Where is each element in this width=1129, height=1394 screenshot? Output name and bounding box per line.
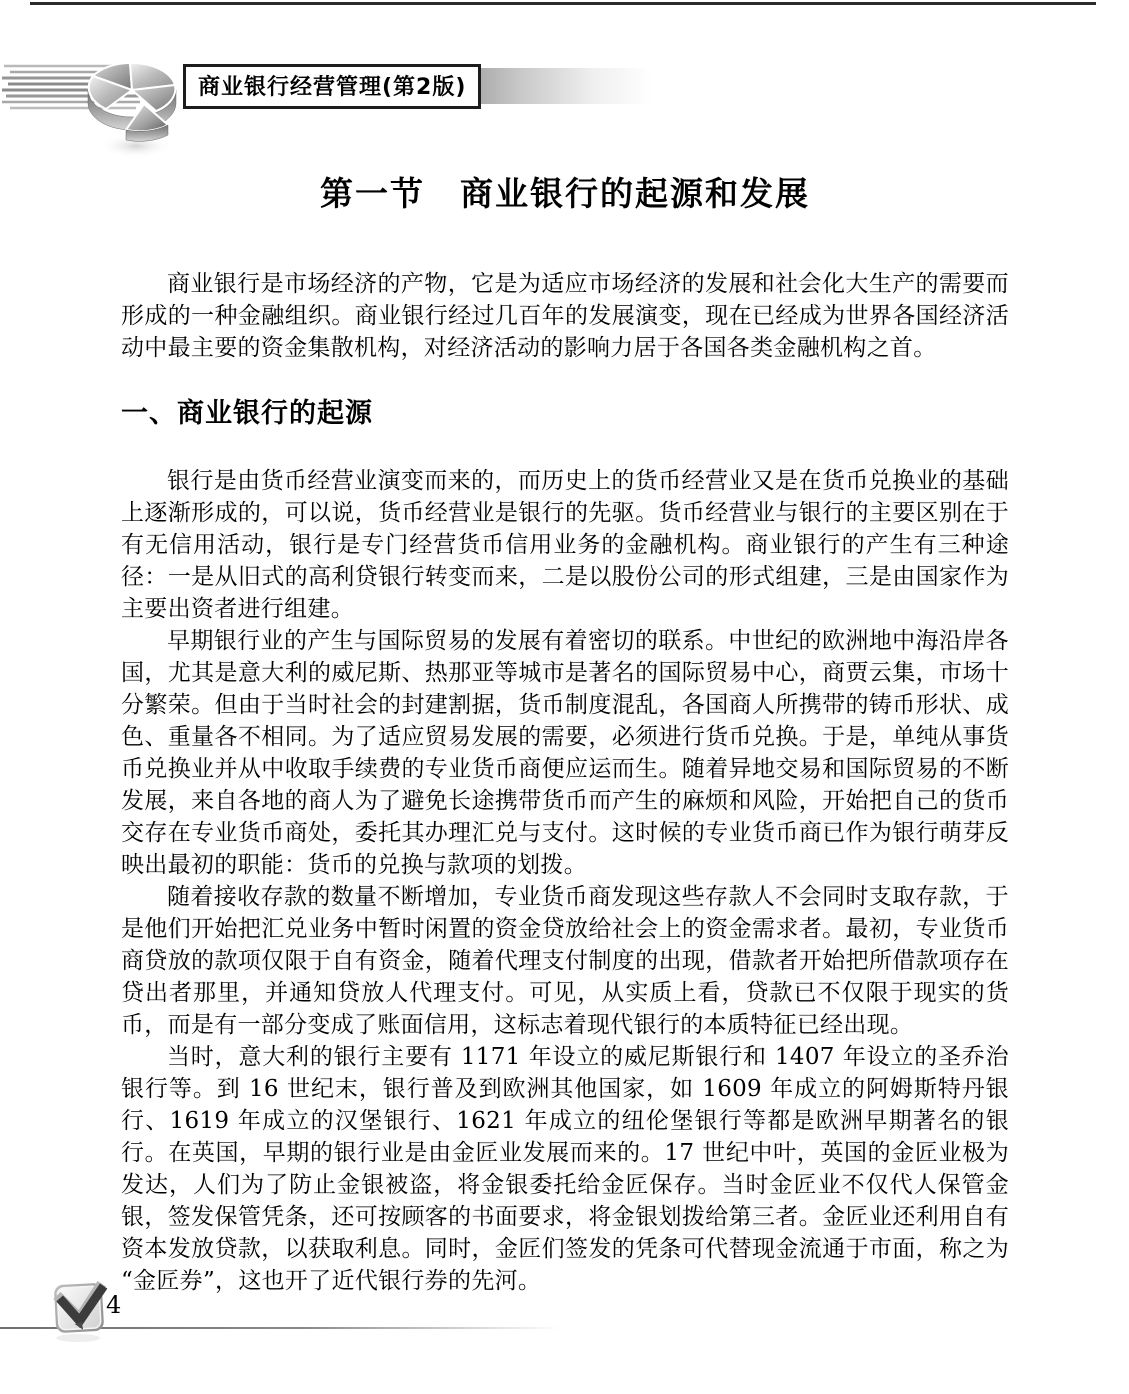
body-paragraph-2: 银行是由货币经营业演变而来的，而历史上的货币经营业又是在货币兑换业的基础上逐渐形成的，可以说，货币经营业是银行的先驱。货币经营业与银行的主要区别在于有无信用活动，银行是专门经营货币信用业务的金融机构。商业银行的产生有三种途径：一是从旧式的高利贷银行转变而来，二是以股份公司的形式组建，三是由国家作为主要出资者进行组建。 bbox=[121, 468, 1009, 622]
subsection-title: 一、商业银行的起源 bbox=[121, 398, 373, 429]
book-title-box bbox=[183, 64, 481, 109]
text-column bbox=[121, 160, 1009, 1297]
body-paragraph-3: 早期银行业的产生与国际贸易的发展有着密切的联系。中世纪的欧洲地中海沿岸各国，尤其是意大利的威尼斯、热那亚等城市是著名的国际贸易中心，商贾云集，市场十分繁荣。但由于当时社会的封建割据，货币制度混乱，各国商人所携带的铸币形状、成色、重量各不相同。为了适应贸易发展的需要，必须进行货币兑换。于是，单纯从事货币兑换业并从中收取手续费的专业货币商便应运而生。随着异地交易和国际贸易的不断发展，来自各地的商人为了避免长途携带货币而产生的麻烦和风险，开始把自己的货币交存在专业货币商处，委托其办理汇兑与支付。这时候的专业货币商已作为银行萌芽反映出最初的职能：货币的兑换与款项的划拨。 bbox=[121, 628, 1009, 878]
pie-chart-logo-icon bbox=[84, 40, 194, 162]
checkmark-icon bbox=[48, 1278, 110, 1344]
title-box-fade-decoration bbox=[452, 68, 652, 104]
page-top-border bbox=[30, 2, 1096, 5]
section-title: 第一节 商业银行的起源和发展 bbox=[320, 174, 810, 213]
body-paragraph-1: 商业银行是市场经济的产物，它是为适应市场经济的发展和社会化大生产的需要而形成的一种金融组织。商业银行经过几百年的发展演变，现在已经成为世界各国经济活动中最主要的资金集散机构，对经济活动的影响力居于各国各类金融机构之首。 bbox=[121, 271, 1009, 361]
page-number: 4 bbox=[106, 1291, 122, 1319]
body-paragraph-5: 当时，意大利的银行主要有 1171 年设立的威尼斯银行和 1407 年设立的圣乔治银行等。到 16 世纪末，银行普及到欧洲其他国家，如 1609 年成立的阿姆斯特丹银行、1619 年成立的汉堡银行、1621 年成立的纽伦堡银行等都是欧洲早期著名的银行。在英国，早期的银行业是由金匠业发展而来的。17 世纪中叶，英国的金匠业极为发达，人们为了防止金银被盗，将金银委托给金匠保存。当时金匠业不仅代人保管金银，签发保管凭条，还可按顾客的书面要求，将金银划拨给第三者。金匠业还利用自有资本发放贷款，以获取利息。同时，金匠们签发的凭条可代替现金流通于市面，称之为“金匠券”，这也开了近代银行券的先河。 bbox=[121, 1044, 1009, 1294]
book-title: 商业银行经营管理(第2版) bbox=[198, 75, 467, 100]
body-paragraph-4: 随着接收存款的数量不断增加，专业货币商发现这些存款人不会同时支取存款，于是他们开始把汇兑业务中暂时闲置的资金贷放给社会上的资金需求者。最初，专业货币商贷放的款项仅限于自有资金，随着代理支付制度的出现，借款者开始把所借款项存在贷出者那里，并通知贷放人代理支付。可见，从实质上看，贷款已不仅限于现实的货币，而是有一部分变成了账面信用，这标志着现代银行的本质特征已经出现。 bbox=[121, 884, 1009, 1038]
